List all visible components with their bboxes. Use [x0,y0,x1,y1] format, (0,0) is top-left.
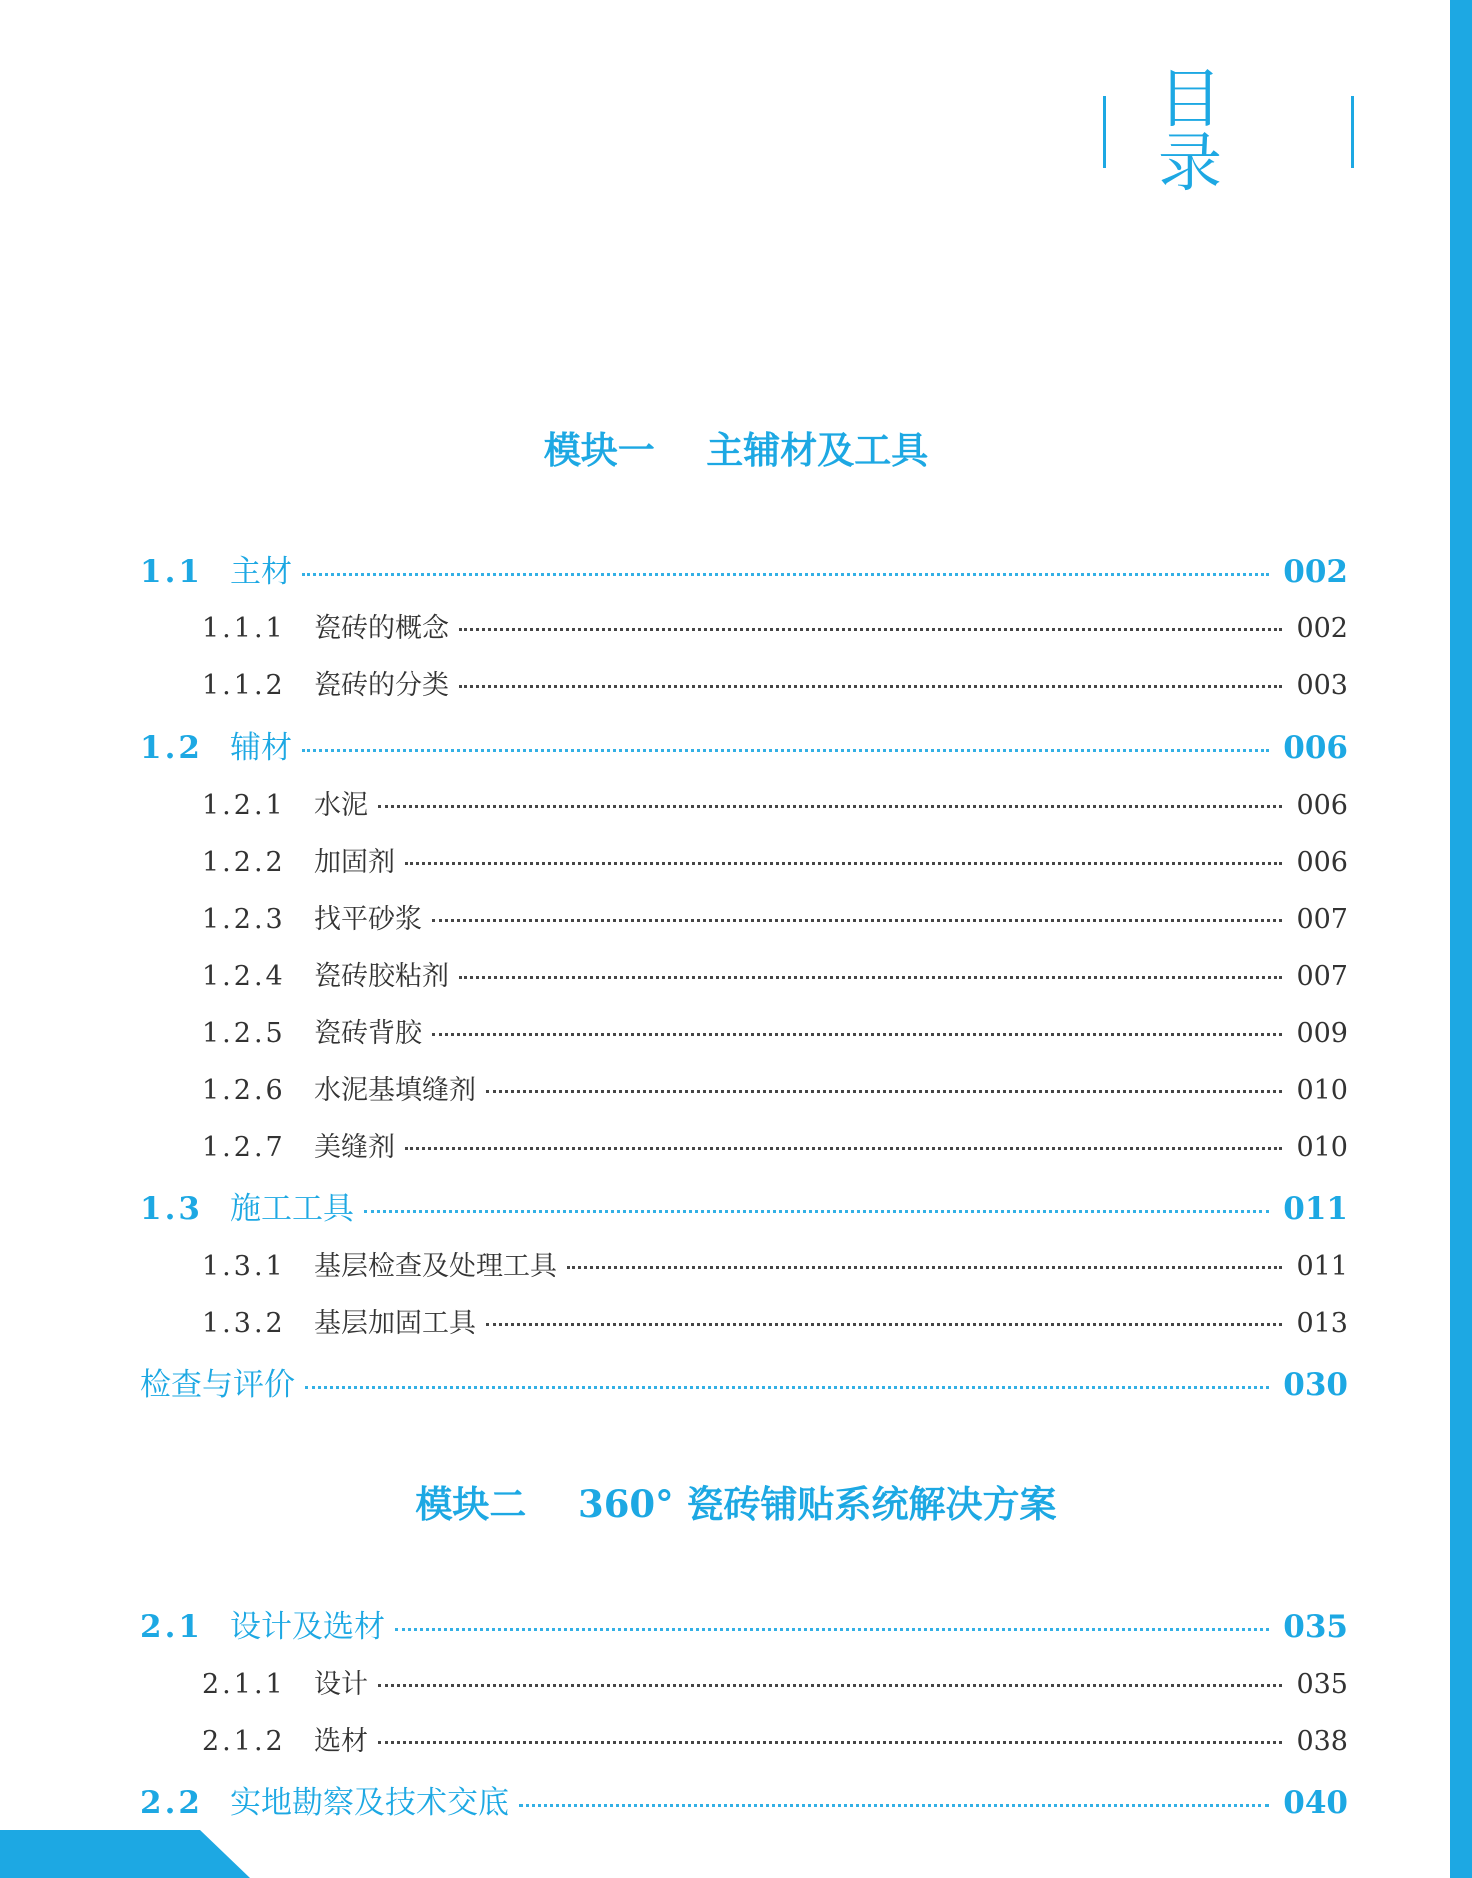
entry-title: 瓷砖背胶 [314,1018,422,1049]
toc-entry[interactable] [202,1662,1348,1701]
dot-leader [459,628,1282,631]
entry-number: 1.2.5 [202,1018,286,1049]
toc-entry[interactable] [202,954,1348,993]
page-number: 035 [1283,1609,1348,1645]
page-number: 007 [1296,904,1348,935]
entry-number: 1.2.1 [202,790,286,821]
page-number: 002 [1296,613,1348,644]
page-number: 030 [1283,1367,1348,1403]
page-number: 038 [1296,1726,1348,1757]
toc-entry[interactable] [202,1301,1348,1340]
toc-entry[interactable] [202,1125,1348,1164]
page-number: 006 [1296,847,1348,878]
entry-title: 设计及选材 [230,1609,385,1645]
toc-entry[interactable] [140,1777,1348,1822]
entry-number: 2.1.2 [202,1726,286,1757]
toc-entry[interactable] [140,722,1348,767]
right-edge-strip [1450,0,1472,1878]
entry-title: 检查与评价 [140,1367,295,1403]
dot-leader [302,749,1269,752]
entry-number: 1.3 [140,1191,203,1227]
page-number: 007 [1296,961,1348,992]
dot-leader [305,1386,1269,1389]
entry-number: 1.1.2 [202,670,286,701]
toc-entry[interactable] [202,606,1348,645]
entry-title: 基层检查及处理工具 [314,1251,557,1282]
toc-entry[interactable] [202,1068,1348,1107]
page-number: 002 [1283,554,1348,590]
title-frame [1103,63,1354,201]
entry-number: 1.2 [140,730,203,766]
entry-title: 施工工具 [230,1191,354,1227]
entry-number: 1.2.7 [202,1132,286,1163]
entry-number: 1.2.2 [202,847,286,878]
dot-leader [519,1804,1269,1807]
page-number: 011 [1283,1191,1348,1227]
bottom-corner-shape [0,1830,250,1878]
page-number: 006 [1283,730,1348,766]
page-number: 003 [1296,670,1348,701]
dot-leader [302,573,1269,576]
entry-title: 瓷砖胶粘剂 [314,961,449,992]
entry-title: 找平砂浆 [314,904,422,935]
toc-entry[interactable] [140,1359,1348,1404]
dot-leader [378,805,1282,808]
toc-entry[interactable] [202,1244,1348,1283]
page-number: 009 [1296,1018,1348,1049]
toc-entry[interactable] [202,840,1348,879]
dot-leader [432,919,1282,922]
dot-leader [378,1684,1282,1687]
entry-number: 1.3.2 [202,1308,286,1339]
entry-title: 实地勘察及技术交底 [230,1785,509,1821]
entry-number: 1.1.1 [202,613,286,644]
entry-title: 水泥基填缝剂 [314,1075,476,1106]
page-number: 040 [1283,1785,1348,1821]
entry-number: 2.1.1 [202,1669,286,1700]
decorative-stripes [1450,1168,1472,1318]
page-number: 010 [1296,1075,1348,1106]
dot-leader [378,1741,1282,1744]
dot-leader [459,685,1282,688]
page-number: 006 [1296,790,1348,821]
toc-entry[interactable] [140,546,1348,591]
entry-number: 1.1 [140,554,203,590]
toc-entry[interactable] [140,1183,1348,1228]
entry-number: 2.2 [140,1785,203,1821]
toc-entry[interactable] [202,1011,1348,1050]
module-1-heading: 模块一 主辅材及工具 [543,428,929,472]
dot-leader [405,1147,1282,1150]
toc-entry[interactable] [202,663,1348,702]
toc-entry[interactable] [140,1601,1348,1646]
dot-leader [567,1266,1282,1269]
toc-entry[interactable] [202,1719,1348,1758]
entry-title: 美缝剂 [314,1132,395,1163]
dot-leader [459,976,1282,979]
toc-entry[interactable] [202,897,1348,936]
dot-leader [432,1033,1282,1036]
page-title: 目 录 [1158,63,1274,201]
entry-number: 2.1 [140,1609,203,1645]
dot-leader [405,862,1282,865]
entry-title: 辅材 [230,730,292,766]
entry-title: 加固剂 [314,847,395,878]
toc-entry[interactable] [202,783,1348,822]
entry-title: 水泥 [314,790,368,821]
dot-leader [364,1210,1269,1213]
entry-title: 选材 [314,1726,368,1757]
entry-title: 设计 [314,1669,368,1700]
page-number: 035 [1296,1669,1348,1700]
dot-leader [486,1090,1282,1093]
entry-number: 1.3.1 [202,1251,286,1282]
page-number: 013 [1296,1308,1348,1339]
entry-title: 瓷砖的分类 [314,670,449,701]
entry-number: 1.2.6 [202,1075,286,1106]
dot-leader [486,1323,1282,1326]
entry-number: 1.2.4 [202,961,286,992]
page-number: 011 [1296,1251,1348,1282]
entry-number: 1.2.3 [202,904,286,935]
module-2-heading: 模块二 360° 瓷砖铺贴系统解决方案 [415,1482,1057,1526]
page-number: 010 [1296,1132,1348,1163]
entry-title: 主材 [230,554,292,590]
dot-leader [395,1628,1269,1631]
entry-title: 瓷砖的概念 [314,613,449,644]
entry-title: 基层加固工具 [314,1308,476,1339]
